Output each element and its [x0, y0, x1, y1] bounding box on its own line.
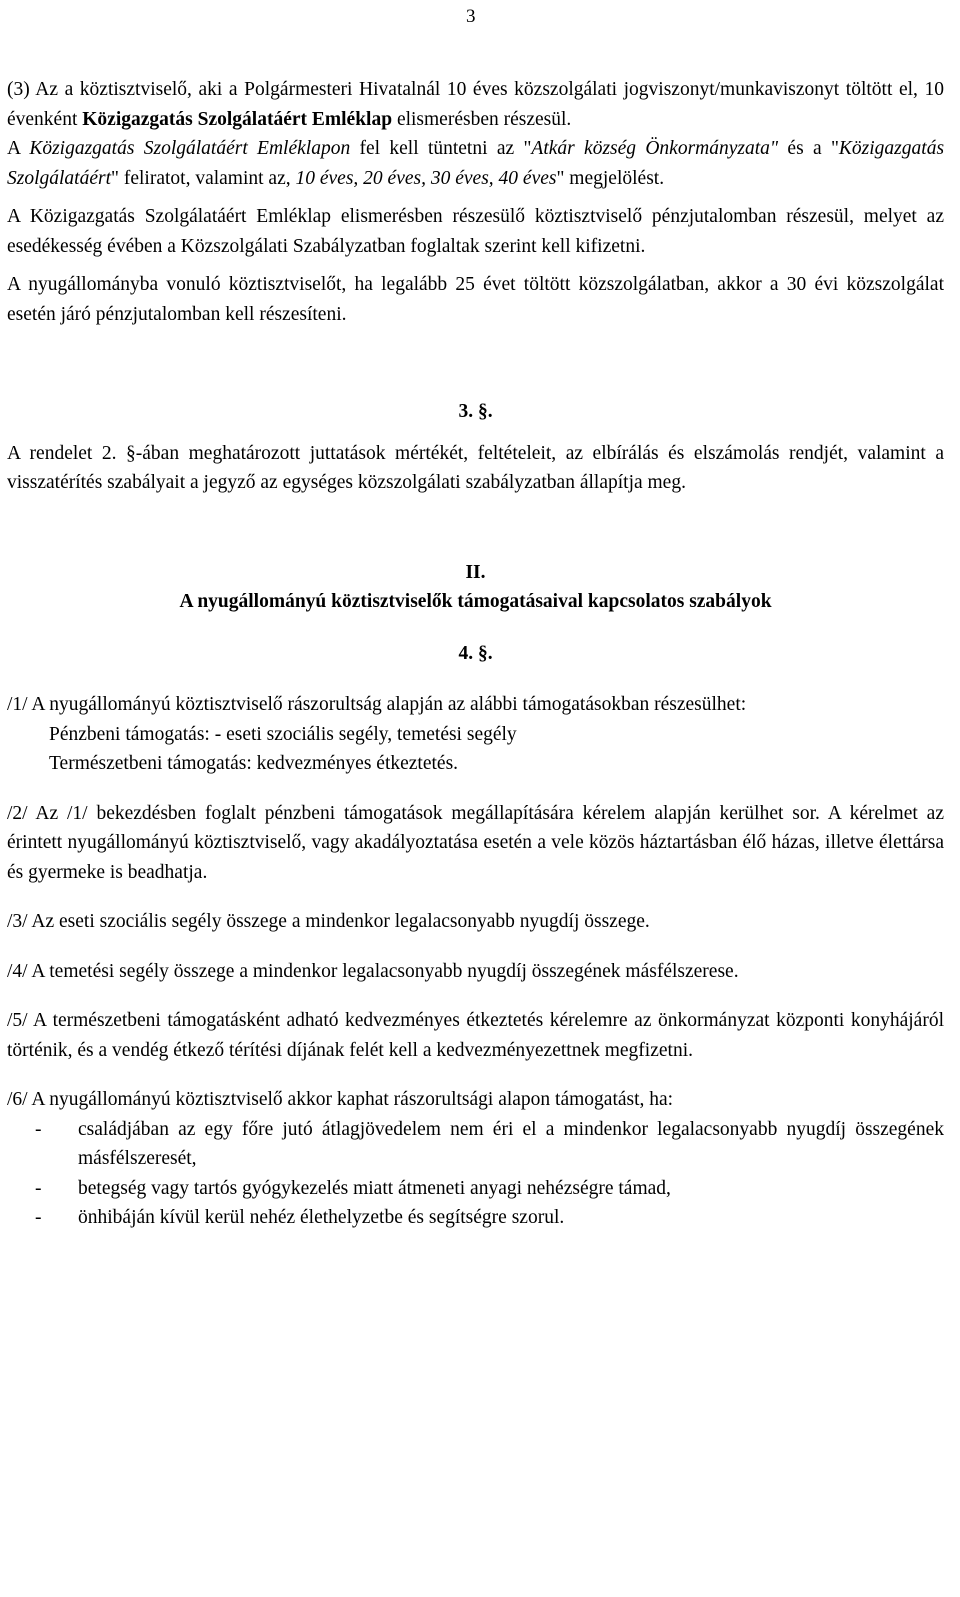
paragraph-3-1: (3) Az a köztisztviselő, aki a Polgármesteri Hivatalnál 10 éves közszolgálati jogviszonyt/munkaviszonyt töltött el, 10 évenként Közigazgatás Szolgálatáért Emléklap elismerésben részesül. [7, 79, 944, 130]
subsection-4: /4/ A temetési segély összege a mindenkor legalacsonyabb nyugdíj összegének másfélszerese. [7, 960, 739, 982]
document-body [7, 75, 944, 1233]
section-heading-3: 3. §. [458, 401, 493, 422]
subsection-1-line-b: Pénzbeni támogatás: - eseti szociális segély, temetési segély [49, 723, 517, 745]
list-item: - önhibáján kívül kerül nehéz élethelyzetbe és segítségre szorul. [35, 1207, 565, 1228]
chapter-title: A nyugállományú köztisztviselők támogatásaival kapcsolatos szabályok [179, 591, 772, 612]
paragraph-3-4: A nyugállományba vonuló köztisztviselőt, ha legalább 25 évet töltött közszolgálatban, akkor a 30 évi közszolgálat esetén járó pénzjutalomban kell részesíteni. [7, 274, 944, 325]
subsection-2: /2/ Az /1/ bekezdésben foglalt pénzbeni támogatások megállapítására kérelem alapján kerülhet sor. A kérelmet az érintett nyugállományú köztisztviselő, vagy akadályoztatása esetén a vele közös háztartásban élő házas, illetve élettársa és gyermeke is beadhatja. [7, 802, 944, 883]
list-item: - családjában az egy főre jutó átlagjövedelem nem éri el a mindenkor legalacsonyabb nyugdíj összegének másfélszeresét, [35, 1118, 944, 1169]
page-number: 3 [466, 6, 476, 27]
subsection-6-list [7, 1115, 944, 1233]
subsection-1: /1/ A nyugállományú köztisztviselő rászorultság alapján az alábbi támogatásokban részesülhet: [7, 694, 747, 715]
paragraph-3-3: A Közigazgatás Szolgálatáért Emléklap elismerésben részesülő köztisztviselő pénzjutalomban részesül, melyet az esedékesség évében a Közszolgálati Szabályzatban foglaltak szerint kell kifizetni. [7, 206, 944, 257]
paragraph-3-5: A rendelet 2. §-ában meghatározott juttatások mértékét, feltételeit, az elbírálás és elszámolás rendjét, valamint a visszatérítés szabályait a jegyző az egységes közszolgálati szabályzatban állapítja meg. [7, 442, 944, 493]
subsection-5: /5/ A természetbeni támogatásként adható kedvezményes étkeztetés kérelemre az önkormányzat központi konyhájáról történik, és a vendég étkező térítési díjának felét kell a kedvezményezettnek megfizetni. [7, 1010, 944, 1061]
subsection-3: /3/ Az eseti szociális segély összege a mindenkor legalacsonyabb nyugdíj összege. [7, 911, 650, 932]
paragraph-3-2: A Közigazgatás Szolgálatáért Emléklapon fel kell tüntetni az "Atkár község Önkormányzata" és a "Közigazgatás Szolgálatáért" feliratot, valamint az, 10 éves, 20 éves, 30 éves, 40 éves" megjelölést. [7, 138, 945, 189]
list-item: - betegség vagy tartós gyógykezelés miatt átmeneti anyagi nehézségre támad, [35, 1177, 671, 1199]
subsection-1-line-c: Természetbeni támogatás: kedvezményes étkeztetés. [49, 753, 459, 774]
chapter-number: II. [465, 561, 486, 583]
subsection-6: /6/ A nyugállományú köztisztviselő akkor kaphat rászorultsági alapon támogatást, ha: [7, 1089, 674, 1110]
section-heading-4: 4. §. [458, 642, 493, 664]
